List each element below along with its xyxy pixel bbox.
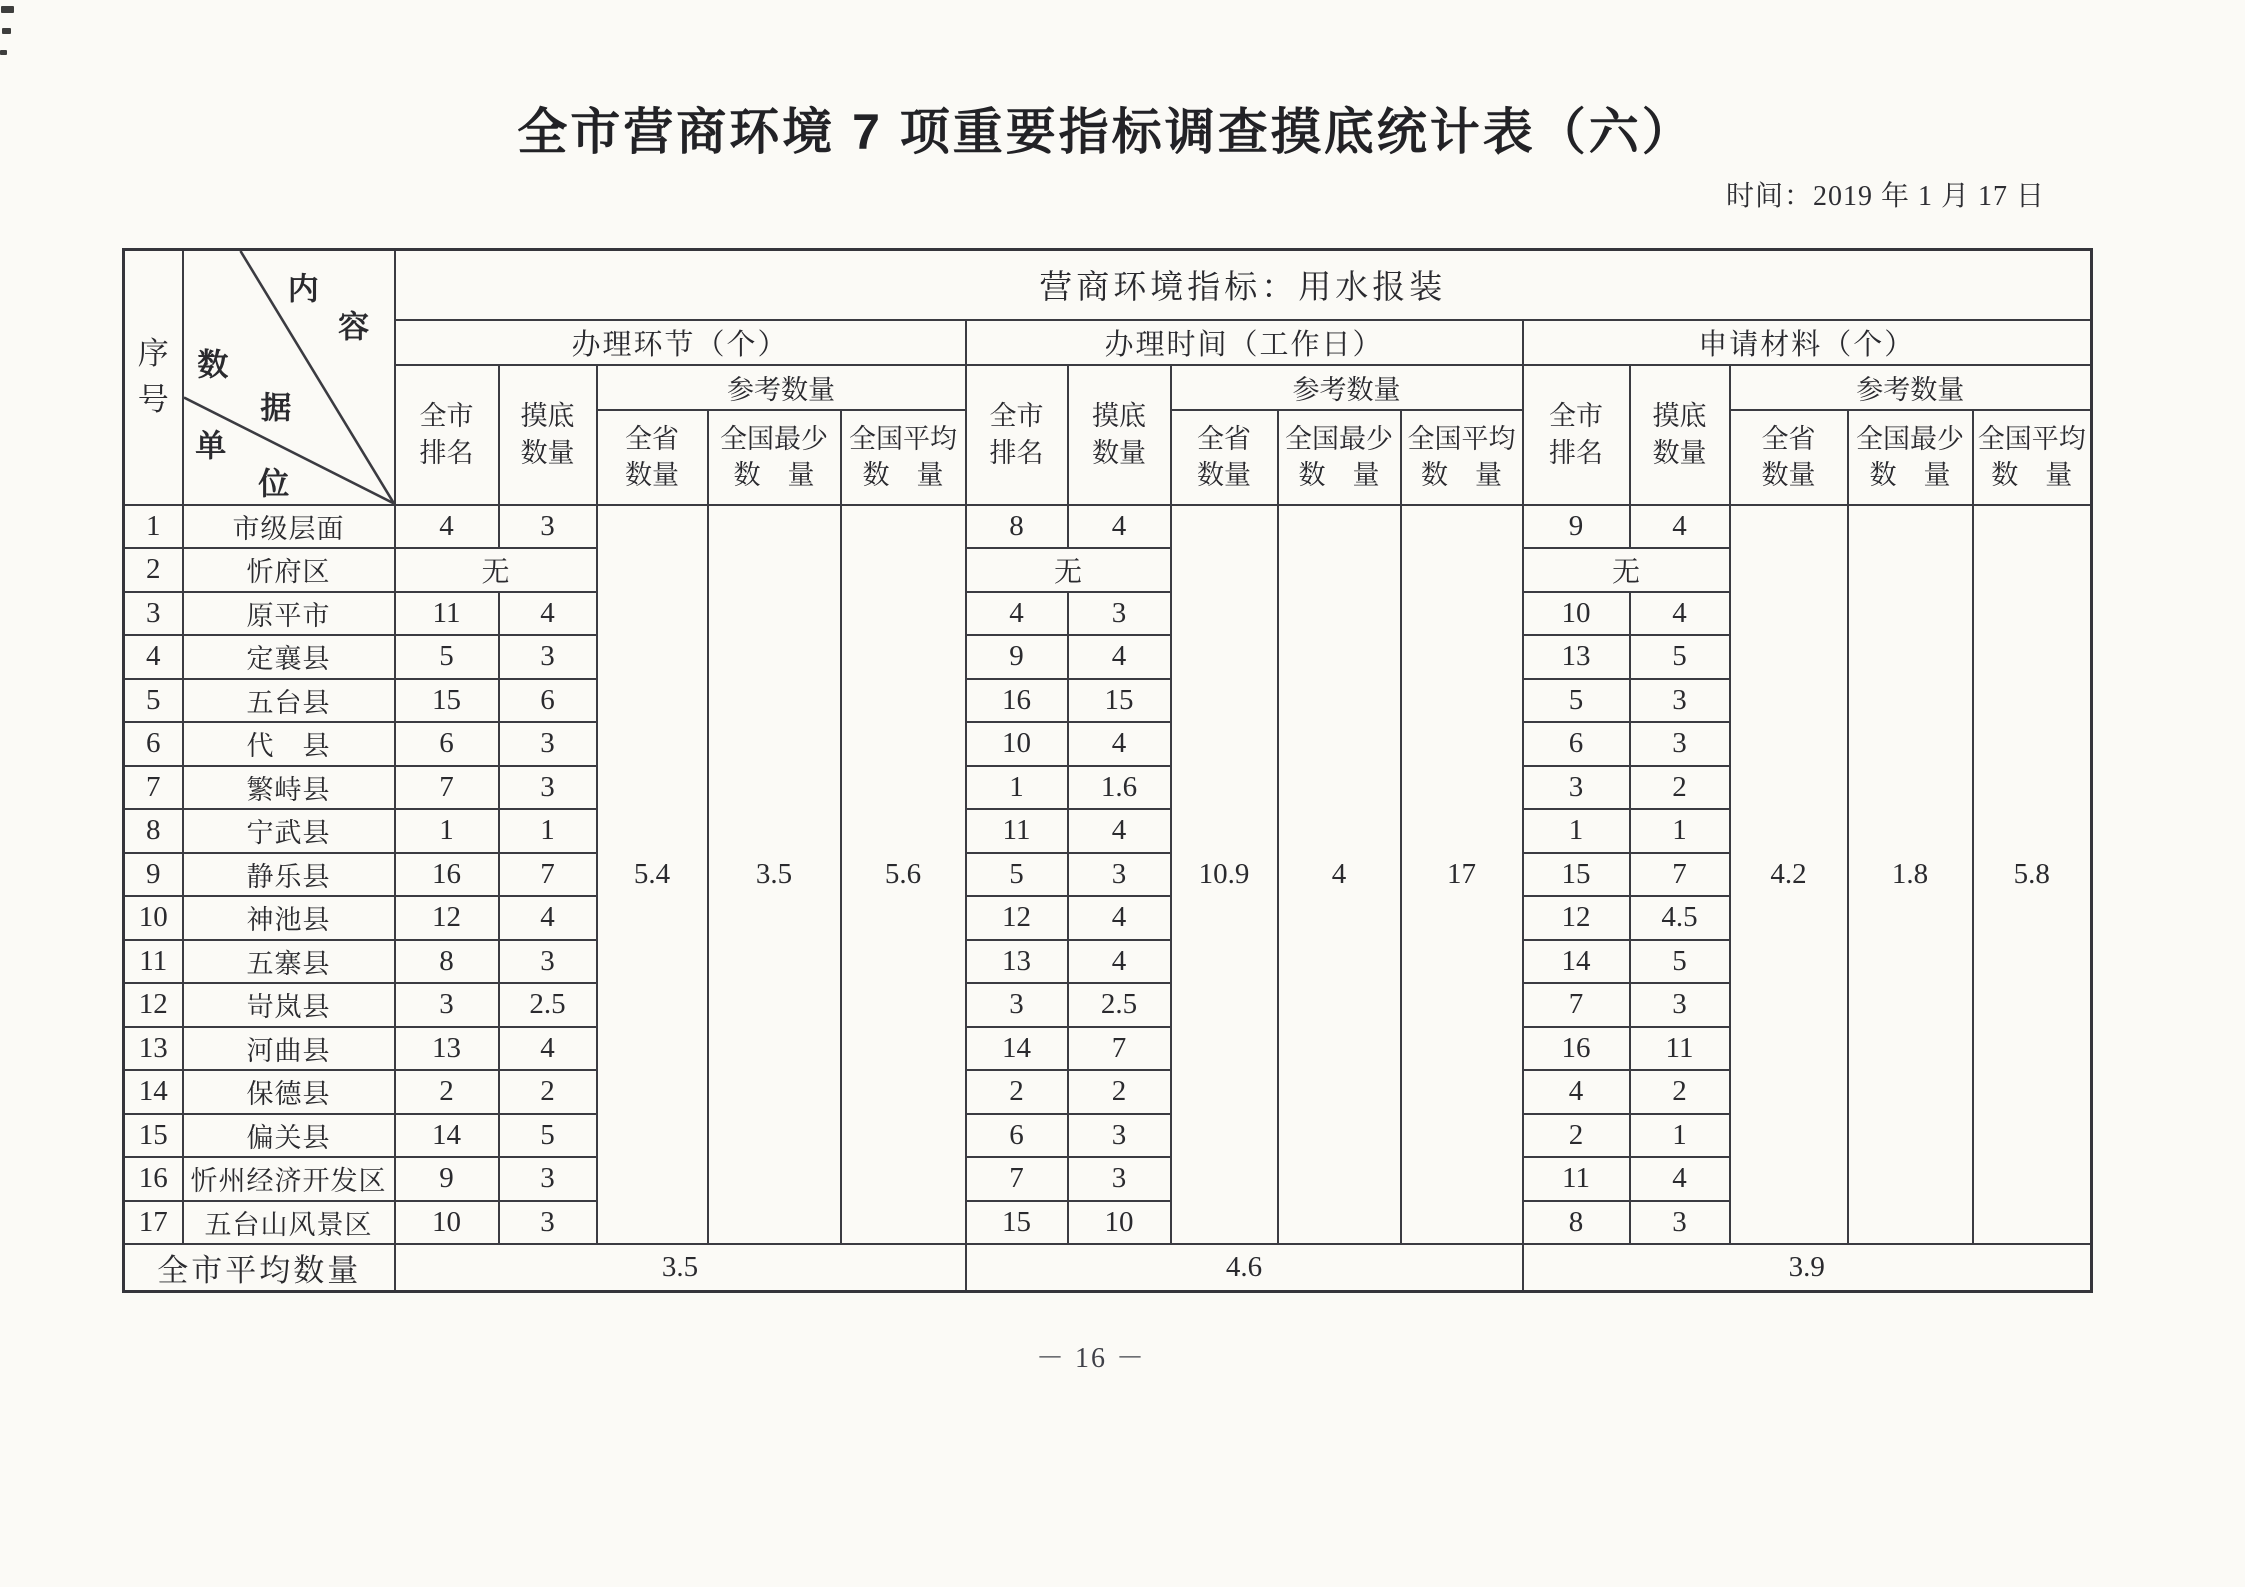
row-number-cell: 9 — [124, 853, 183, 897]
citywide-average-process-steps: 3.5 — [395, 1244, 966, 1292]
col-header-line: 全国最少 — [1856, 423, 1964, 454]
district-name-cell: 静乐县 — [183, 853, 395, 897]
survey-count-cell: 1 — [1630, 809, 1730, 853]
survey-count-cell: 10 — [1068, 1201, 1171, 1245]
rank-cell: 9 — [395, 1157, 499, 1201]
reference-value-cell: 5.4 — [597, 505, 708, 1245]
reference-value-cell: 4.2 — [1730, 505, 1848, 1245]
col-header-line: 数量 — [1761, 460, 1816, 490]
col-header-line: 数量 — [1092, 437, 1146, 468]
survey-count-cell: 3 — [499, 505, 597, 549]
rank-cell: 11 — [966, 809, 1068, 853]
page-number: － 16 － — [1035, 1343, 1146, 1374]
col-header-survey-count — [1630, 365, 1730, 505]
row-number-cell: 3 — [124, 592, 183, 636]
survey-count-cell: 3 — [499, 940, 597, 984]
diagonal-label-content-char1: 内 — [287, 271, 319, 307]
group-header-process-time: 办理时间（工作日） — [966, 320, 1523, 365]
survey-count-cell: 2 — [499, 1070, 597, 1114]
col-header-line: 全市 — [419, 401, 474, 432]
survey-count-cell: 3 — [1068, 1114, 1171, 1158]
district-name-cell: 神池县 — [183, 896, 395, 940]
reference-value-cell: 5.8 — [1973, 505, 2092, 1245]
document-date: 时间：2019 年 1 月 17 日 — [1725, 181, 2045, 212]
scan-speck — [2, 28, 11, 34]
no-data-cell: 无 — [395, 548, 597, 592]
no-data-cell: 无 — [966, 548, 1171, 592]
district-name-cell: 忻州经济开发区 — [183, 1157, 395, 1201]
row-number-cell: 12 — [124, 983, 183, 1027]
district-name-cell: 定襄县 — [183, 635, 395, 679]
rank-cell: 12 — [966, 896, 1068, 940]
district-name-cell: 五寨县 — [183, 940, 395, 984]
col-header-line: 数量 — [625, 460, 679, 490]
rank-cell: 2 — [1523, 1114, 1630, 1158]
col-header-line: 排名 — [989, 437, 1044, 468]
col-header-line: 全省 — [625, 423, 679, 454]
survey-count-cell: 4 — [1068, 635, 1171, 679]
district-name-cell: 五台县 — [183, 679, 395, 723]
rank-cell: 8 — [395, 940, 499, 984]
table-header — [124, 250, 2092, 505]
district-name-cell: 忻府区 — [183, 548, 395, 592]
survey-count-cell: 7 — [1630, 853, 1730, 897]
col-header-line: 全国最少 — [1285, 423, 1393, 454]
reference-value-cell: 10.9 — [1171, 505, 1278, 1245]
col-header-national-min — [708, 410, 841, 505]
row-number-cell: 15 — [124, 1114, 183, 1158]
statistics-table — [122, 248, 2093, 1293]
rank-cell: 5 — [1523, 679, 1630, 723]
col-header-line: 数量 — [520, 437, 575, 468]
reference-count-header: 参考数量 — [1730, 365, 2092, 410]
survey-count-cell: 4 — [1068, 809, 1171, 853]
col-header-line: 排名 — [419, 437, 474, 468]
col-header-survey-count — [1068, 365, 1171, 505]
rank-cell: 6 — [395, 722, 499, 766]
reference-value-cell: 5.6 — [841, 505, 966, 1245]
citywide-average-process-time: 4.6 — [966, 1244, 1523, 1292]
survey-count-cell: 3 — [499, 722, 597, 766]
rank-cell: 2 — [966, 1070, 1068, 1114]
group-header-process-steps: 办理环节（个） — [395, 320, 966, 365]
row-number-cell: 2 — [124, 548, 183, 592]
reference-count-header: 参考数量 — [1171, 365, 1523, 410]
row-number-cell: 4 — [124, 635, 183, 679]
col-header-line: 数 量 — [1991, 460, 2073, 490]
table-body — [124, 505, 2092, 1245]
rank-cell: 12 — [395, 896, 499, 940]
rank-cell: 14 — [966, 1027, 1068, 1071]
survey-count-cell: 3 — [1630, 1201, 1730, 1245]
rank-cell: 1 — [1523, 809, 1630, 853]
col-header-line: 数 量 — [862, 460, 944, 490]
survey-count-cell: 4 — [1068, 722, 1171, 766]
diagonal-wrap — [184, 251, 394, 504]
col-header-national-avg — [841, 410, 966, 505]
survey-count-cell: 1 — [1630, 1114, 1730, 1158]
reference-value-cell: 17 — [1401, 505, 1523, 1245]
rank-cell: 4 — [395, 505, 499, 549]
survey-count-cell: 4 — [1068, 940, 1171, 984]
table-row — [124, 505, 2092, 549]
district-name-cell: 河曲县 — [183, 1027, 395, 1071]
col-header-line: 全省 — [1761, 423, 1816, 454]
rank-cell: 3 — [395, 983, 499, 1027]
survey-count-cell: 4 — [499, 1027, 597, 1071]
col-header-line: 全省 — [1197, 423, 1251, 454]
footer-row — [124, 1244, 2092, 1292]
col-header-line: 全市 — [989, 401, 1044, 432]
rank-cell: 9 — [966, 635, 1068, 679]
reference-value-cell: 1.8 — [1848, 505, 1973, 1245]
row-number-cell: 6 — [124, 722, 183, 766]
survey-count-cell: 15 — [1068, 679, 1171, 723]
citywide-average-label: 全市平均数量 — [124, 1244, 395, 1292]
rank-cell: 4 — [1523, 1070, 1630, 1114]
survey-count-cell: 4 — [1630, 1157, 1730, 1201]
survey-count-cell: 6 — [499, 679, 597, 723]
rank-cell: 7 — [395, 766, 499, 810]
col-header-line: 摸底 — [520, 401, 575, 432]
row-number-cell: 7 — [124, 766, 183, 810]
rank-cell: 4 — [966, 592, 1068, 636]
survey-count-cell: 1.6 — [1068, 766, 1171, 810]
no-data-cell: 无 — [1523, 548, 1730, 592]
survey-count-cell: 3 — [499, 635, 597, 679]
rank-cell: 3 — [1523, 766, 1630, 810]
rank-cell: 16 — [395, 853, 499, 897]
table-footer — [124, 1244, 2092, 1292]
diagonal-label-data-char1: 数 — [197, 347, 229, 383]
diagonal-label-content-char2: 容 — [338, 309, 370, 345]
survey-count-cell: 4 — [1068, 505, 1171, 549]
col-header-city-rank — [966, 365, 1068, 505]
survey-count-cell: 5 — [1630, 940, 1730, 984]
rank-cell: 15 — [395, 679, 499, 723]
col-header-survey-count — [499, 365, 597, 505]
col-header-line: 数量 — [1652, 437, 1707, 468]
rank-cell: 13 — [966, 940, 1068, 984]
col-header-line: 摸底 — [1652, 401, 1707, 432]
col-header-national-min — [1278, 410, 1401, 505]
col-header-province-count — [597, 410, 708, 505]
rank-cell: 10 — [966, 722, 1068, 766]
indicator-header: 营商环境指标：用水报装 — [395, 250, 2092, 320]
diagonal-label-data-char2: 据 — [260, 390, 292, 426]
col-header-line: 全国最少 — [720, 423, 828, 454]
district-name-cell: 五台山风景区 — [183, 1201, 395, 1245]
rank-cell: 15 — [1523, 853, 1630, 897]
survey-count-cell: 4 — [1068, 896, 1171, 940]
col-header-line: 摸底 — [1092, 401, 1146, 432]
survey-count-cell: 3 — [1068, 1157, 1171, 1201]
survey-count-cell: 3 — [499, 766, 597, 810]
row-number-cell: 10 — [124, 896, 183, 940]
row-number-cell: 13 — [124, 1027, 183, 1071]
rank-cell: 7 — [966, 1157, 1068, 1201]
serial-number-header — [124, 250, 183, 505]
rank-cell: 5 — [966, 853, 1068, 897]
rank-cell: 16 — [966, 679, 1068, 723]
row-number-cell: 14 — [124, 1070, 183, 1114]
survey-count-cell: 2.5 — [1068, 983, 1171, 1027]
reference-value-cell: 4 — [1278, 505, 1401, 1245]
district-name-cell: 宁武县 — [183, 809, 395, 853]
row-number-cell: 17 — [124, 1201, 183, 1245]
survey-count-cell: 2.5 — [499, 983, 597, 1027]
survey-count-cell: 3 — [499, 1201, 597, 1245]
rank-cell: 11 — [395, 592, 499, 636]
rank-cell: 11 — [1523, 1157, 1630, 1201]
scan-speck — [0, 50, 7, 55]
survey-count-cell: 3 — [1630, 722, 1730, 766]
rank-cell: 14 — [1523, 940, 1630, 984]
rank-cell: 14 — [395, 1114, 499, 1158]
col-header-city-rank — [1523, 365, 1630, 505]
district-name-cell: 偏关县 — [183, 1114, 395, 1158]
row-number-cell: 8 — [124, 809, 183, 853]
district-name-cell: 代 县 — [183, 722, 395, 766]
col-header-province-count — [1171, 410, 1278, 505]
col-header-line: 数量 — [1197, 460, 1251, 490]
col-header-province-count — [1730, 410, 1848, 505]
district-name-cell: 繁峙县 — [183, 766, 395, 810]
survey-count-cell: 4 — [499, 896, 597, 940]
col-header-line: 数 量 — [1298, 460, 1380, 490]
district-name-cell: 市级层面 — [183, 505, 395, 549]
survey-count-cell: 1 — [499, 809, 597, 853]
survey-count-cell: 4 — [1630, 592, 1730, 636]
group-header-application-materials: 申请材料（个） — [1523, 320, 2092, 365]
rank-cell: 6 — [966, 1114, 1068, 1158]
row-number-cell: 5 — [124, 679, 183, 723]
survey-count-cell: 3 — [1068, 592, 1171, 636]
citywide-average-application-materials: 3.9 — [1523, 1244, 2092, 1292]
rank-cell: 10 — [395, 1201, 499, 1245]
rank-cell: 13 — [395, 1027, 499, 1071]
survey-count-cell: 7 — [499, 853, 597, 897]
rank-cell: 10 — [1523, 592, 1630, 636]
col-header-line: 数 量 — [1869, 460, 1951, 490]
survey-count-cell: 4.5 — [1630, 896, 1730, 940]
rank-cell: 8 — [1523, 1201, 1630, 1245]
survey-count-cell: 3 — [1068, 853, 1171, 897]
rank-cell: 7 — [1523, 983, 1630, 1027]
survey-count-cell: 2 — [1630, 766, 1730, 810]
col-header-line: 数 量 — [1421, 460, 1502, 490]
rank-cell: 9 — [1523, 505, 1630, 549]
col-header-line: 全国平均 — [1407, 423, 1516, 454]
serial-number-label: 序号 — [137, 335, 169, 418]
rank-cell: 16 — [1523, 1027, 1630, 1071]
survey-count-cell: 3 — [1630, 679, 1730, 723]
page-title: 全市营商环境 7 项重要指标调查摸底统计表（六） — [517, 104, 1695, 160]
district-name-cell: 原平市 — [183, 592, 395, 636]
col-header-national-min — [1848, 410, 1973, 505]
reference-value-cell: 3.5 — [708, 505, 841, 1245]
survey-count-cell: 7 — [1068, 1027, 1171, 1071]
district-name-cell: 岢岚县 — [183, 983, 395, 1027]
col-header-national-avg — [1973, 410, 2092, 505]
col-header-line: 全国平均 — [1977, 423, 2086, 454]
survey-count-cell: 5 — [1630, 635, 1730, 679]
rank-cell: 1 — [966, 766, 1068, 810]
row-number-cell: 1 — [124, 505, 183, 549]
col-header-line: 排名 — [1549, 437, 1603, 468]
survey-count-cell: 4 — [499, 592, 597, 636]
rank-cell: 3 — [966, 983, 1068, 1027]
survey-count-cell: 4 — [1630, 505, 1730, 549]
col-header-line: 全市 — [1549, 401, 1603, 432]
diagonal-label-unit-char1: 单 — [195, 428, 227, 464]
survey-count-cell: 5 — [499, 1114, 597, 1158]
diagonal-label-unit-char2: 位 — [258, 466, 290, 502]
rank-cell: 8 — [966, 505, 1068, 549]
scan-speck — [1, 6, 14, 13]
col-header-line: 全国平均 — [849, 423, 957, 454]
survey-count-cell: 3 — [499, 1157, 597, 1201]
diagonal-corner-cell — [183, 250, 395, 505]
rank-cell: 12 — [1523, 896, 1630, 940]
district-name-cell: 保德县 — [183, 1070, 395, 1114]
col-header-city-rank — [395, 365, 499, 505]
rank-cell: 15 — [966, 1201, 1068, 1245]
survey-count-cell: 11 — [1630, 1027, 1730, 1071]
rank-cell: 2 — [395, 1070, 499, 1114]
col-header-national-avg — [1401, 410, 1523, 505]
rank-cell: 5 — [395, 635, 499, 679]
col-header-line: 数 量 — [733, 460, 815, 490]
rank-cell: 13 — [1523, 635, 1630, 679]
survey-count-cell: 2 — [1068, 1070, 1171, 1114]
survey-count-cell: 3 — [1630, 983, 1730, 1027]
row-number-cell: 11 — [124, 940, 183, 984]
row-number-cell: 16 — [124, 1157, 183, 1201]
rank-cell: 1 — [395, 809, 499, 853]
rank-cell: 6 — [1523, 722, 1630, 766]
reference-count-header: 参考数量 — [597, 365, 966, 410]
survey-count-cell: 2 — [1630, 1070, 1730, 1114]
